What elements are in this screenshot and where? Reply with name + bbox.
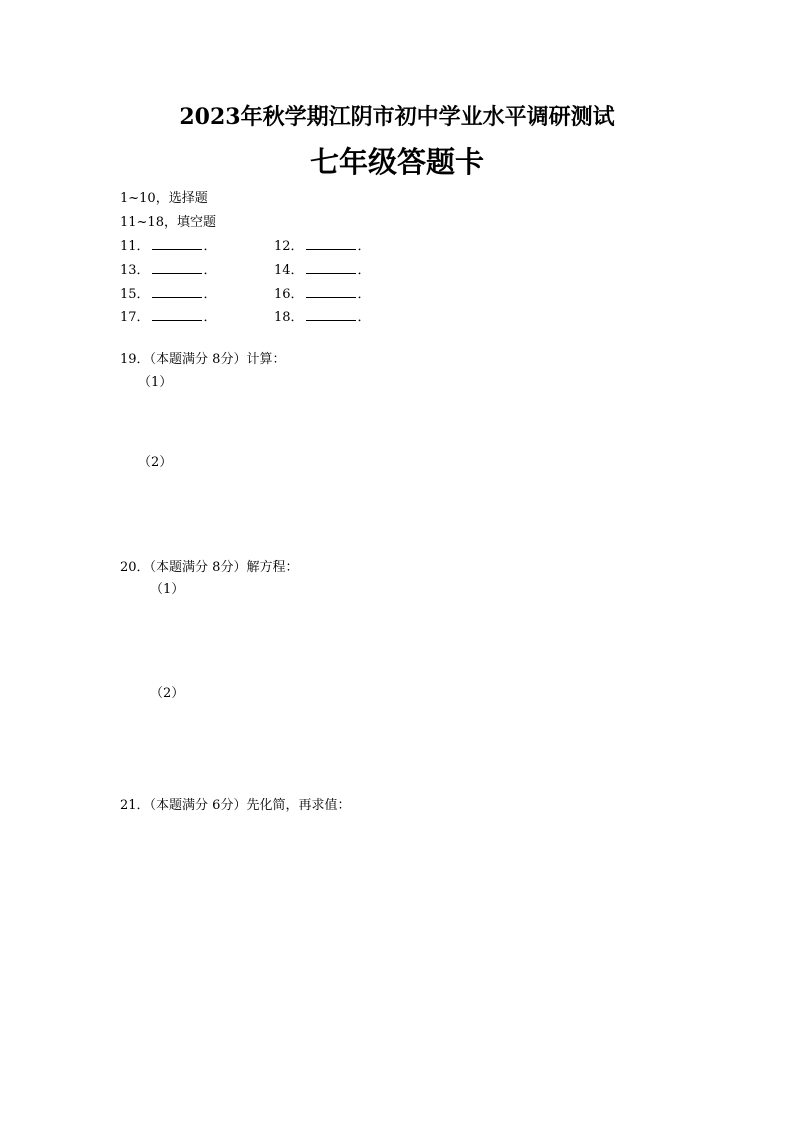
fill-item-16 bbox=[274, 283, 371, 302]
fill-item-18 bbox=[274, 306, 371, 325]
choice-section-label: 1~10，选择题 bbox=[120, 191, 208, 206]
answer-blank[interactable] bbox=[306, 262, 356, 274]
fill-item-11 bbox=[120, 235, 217, 254]
answer-blank[interactable] bbox=[152, 238, 202, 250]
q21-title: 21．（本题满分 6分）先化简，再求值： bbox=[120, 798, 351, 813]
q20-title: 20．（本题满分 8分）解方程： bbox=[120, 560, 299, 575]
answer-blank[interactable] bbox=[152, 286, 202, 298]
fill-item-number: 15． bbox=[120, 287, 150, 302]
q19-part-2-label: （2） bbox=[138, 455, 173, 470]
fill-item-end: ． bbox=[357, 263, 371, 278]
fill-item-end: ． bbox=[203, 239, 217, 254]
fill-item-number: 16． bbox=[274, 287, 304, 302]
fill-item-number: 12． bbox=[274, 239, 304, 254]
answer-blank[interactable] bbox=[152, 262, 202, 274]
fill-item-end: ． bbox=[203, 310, 217, 325]
fill-item-15 bbox=[120, 283, 217, 302]
fill-item-14 bbox=[274, 259, 371, 278]
fill-item-end: ． bbox=[357, 287, 371, 302]
q19-title: 19．（本题满分 8分）计算： bbox=[120, 352, 286, 367]
fill-item-12 bbox=[274, 235, 371, 254]
fill-item-13 bbox=[120, 259, 217, 278]
answer-blank[interactable] bbox=[306, 309, 356, 321]
fill-item-end: ． bbox=[203, 263, 217, 278]
q19-part-1-label: （1） bbox=[138, 375, 173, 390]
fill-item-number: 17． bbox=[120, 310, 150, 325]
exam-title: 2023年秋学期江阴市初中学业水平调研测试 bbox=[179, 104, 615, 130]
answer-blank[interactable] bbox=[306, 238, 356, 250]
answer-sheet-title: 七年级答题卡 bbox=[309, 145, 484, 179]
q20-part-1-label: （1） bbox=[150, 582, 185, 597]
fill-item-17 bbox=[120, 306, 217, 325]
fill-item-end: ． bbox=[203, 287, 217, 302]
fill-item-number: 13． bbox=[120, 263, 150, 278]
fill-item-number: 18． bbox=[274, 310, 304, 325]
fill-section-label: 11~18，填空题 bbox=[120, 215, 216, 230]
fill-item-end: ． bbox=[357, 239, 371, 254]
fill-item-number: 11． bbox=[120, 239, 150, 254]
q20-part-2-label: （2） bbox=[150, 686, 185, 701]
answer-blank[interactable] bbox=[152, 309, 202, 321]
answer-blank[interactable] bbox=[306, 286, 356, 298]
fill-item-end: ． bbox=[357, 310, 371, 325]
fill-item-number: 14． bbox=[274, 263, 304, 278]
